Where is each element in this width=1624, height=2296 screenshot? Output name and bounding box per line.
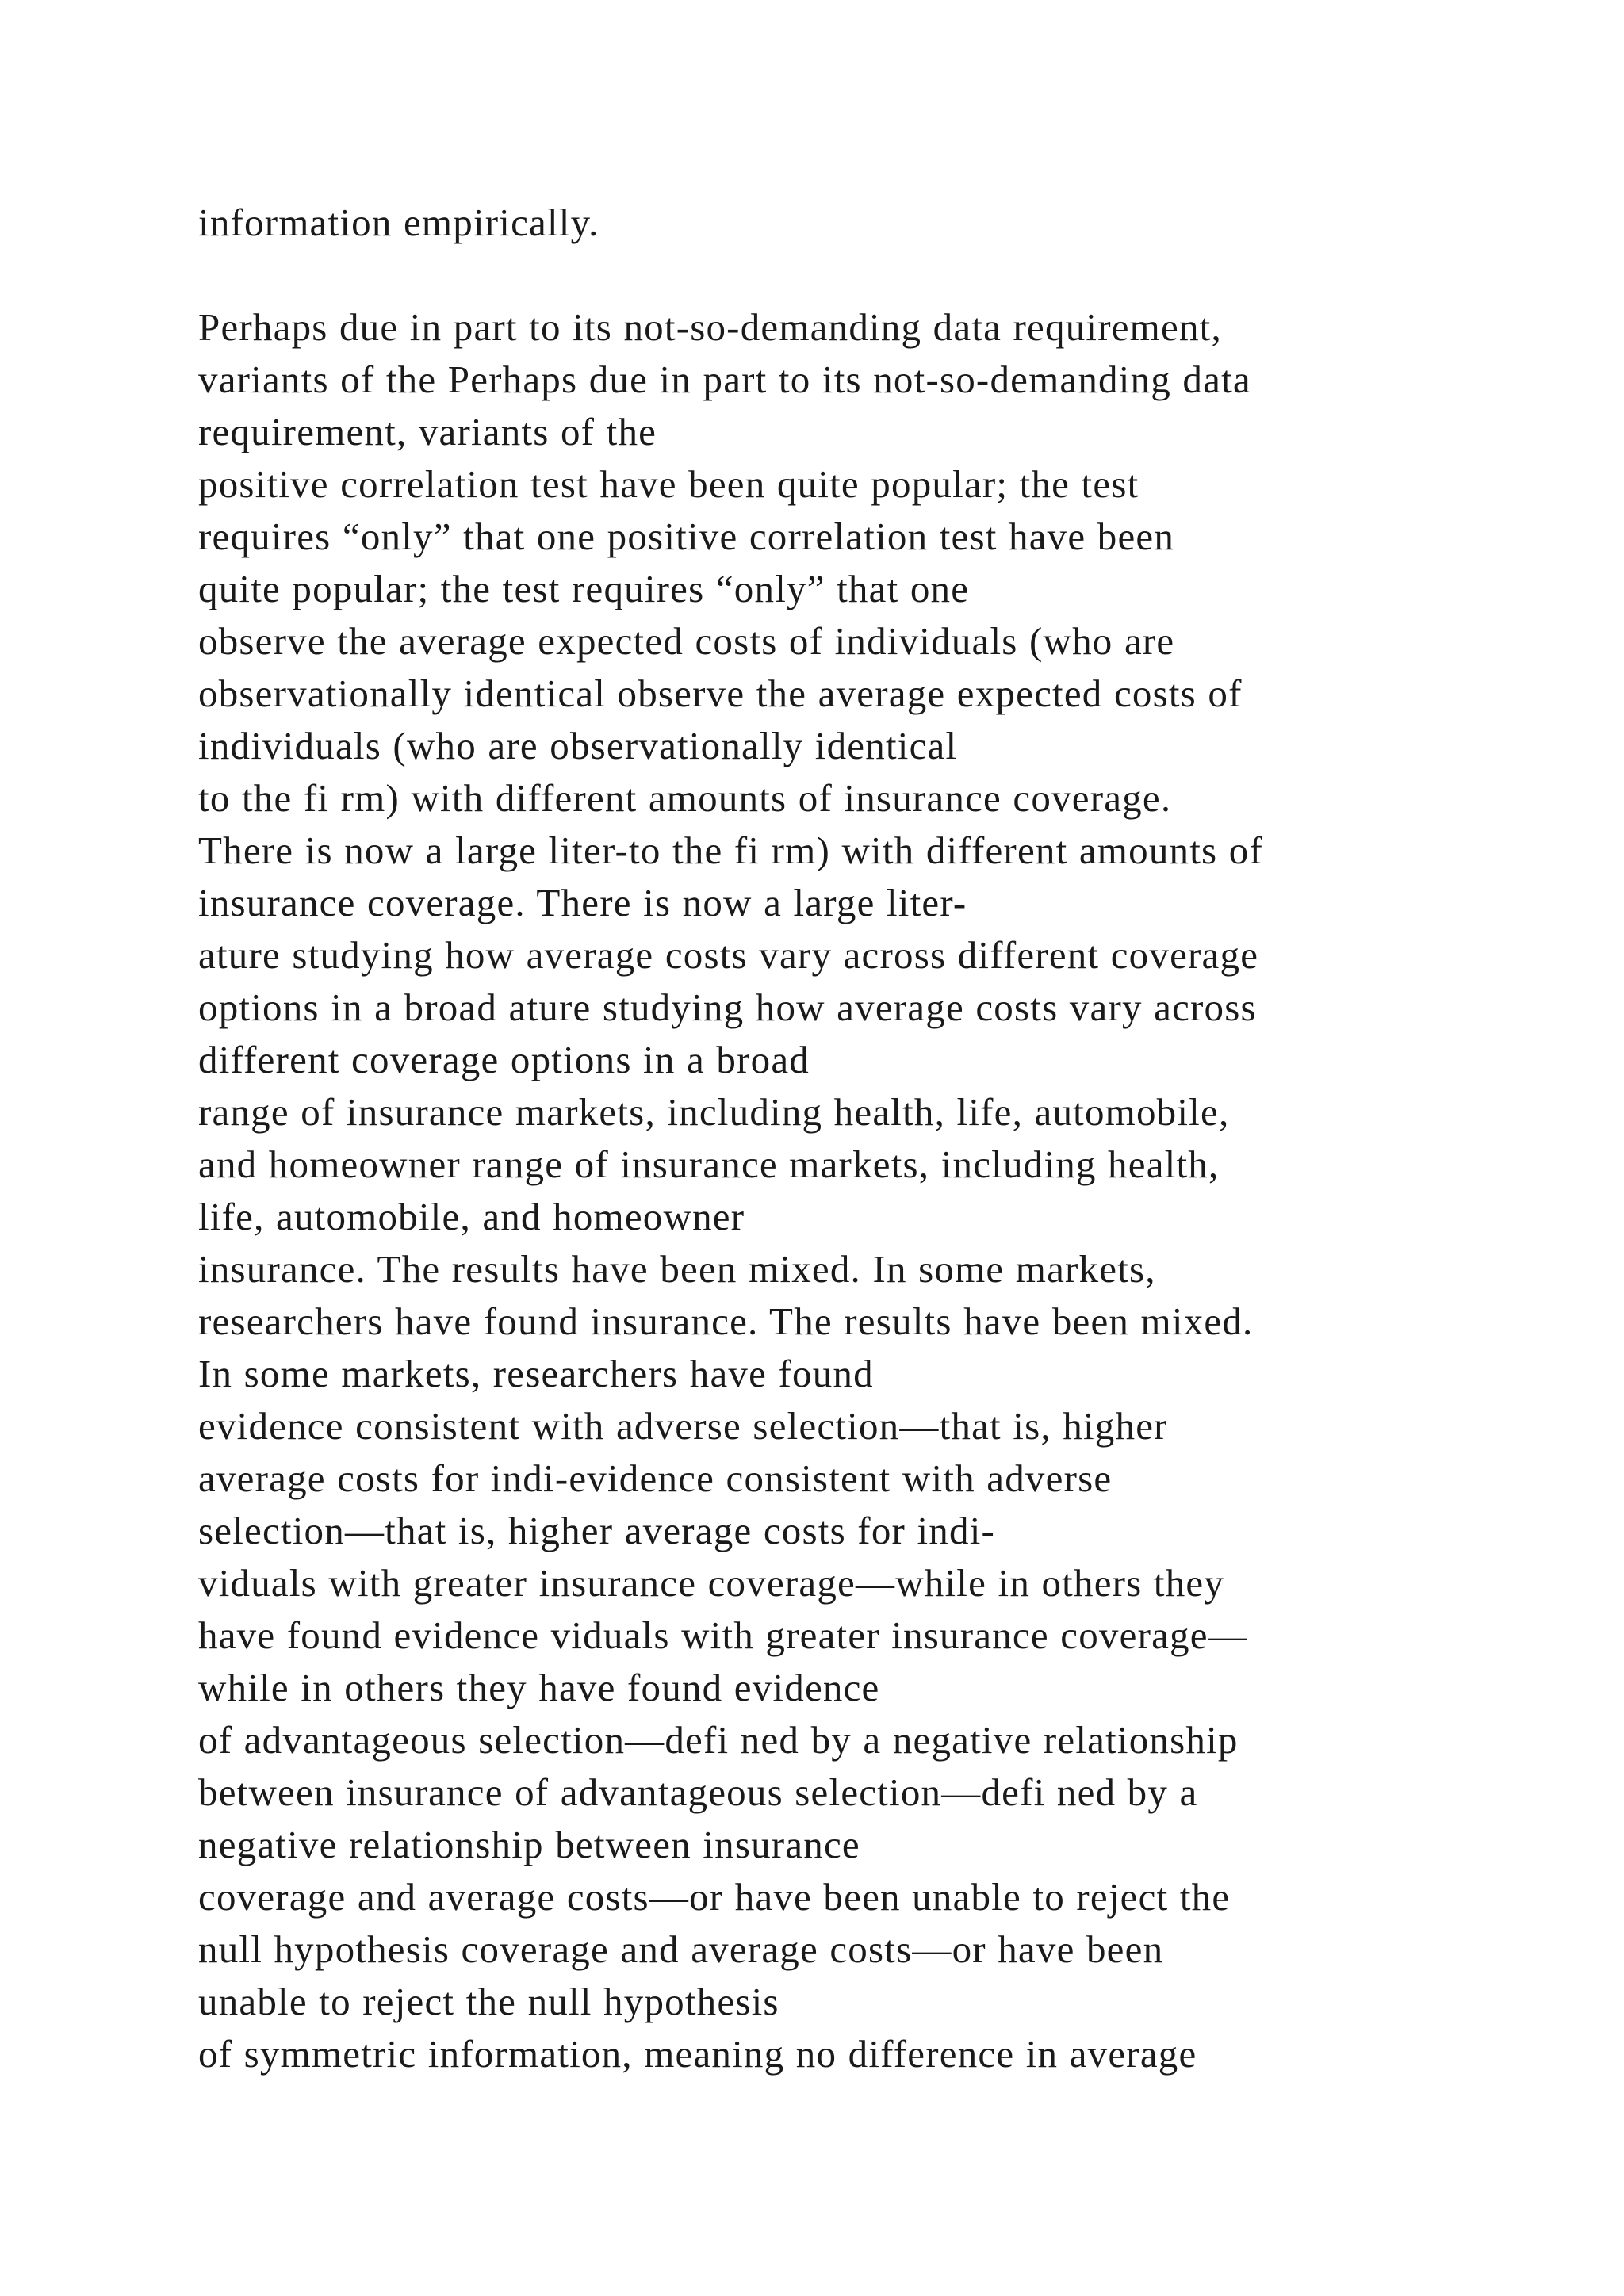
body-text [198,197,1562,2080]
text-line: information empirically. [198,201,599,244]
text-line: negative relationship between insurance [198,1823,860,1866]
text-line: researchers have found insurance. The results have been mixed. [198,1299,1254,1343]
text-line: insurance coverage. There is now a large liter- [198,881,967,924]
text-line: and homeowner range of insurance markets, including health, [198,1142,1220,1186]
text-line: between insurance of advantageous selection—defi ned by a [198,1770,1198,1814]
text-line: null hypothesis coverage and average costs—or have been [198,1927,1164,1971]
text-line: while in others they have found evidence [198,1666,880,1709]
text-line: There is now a large liter-to the fi rm) with different amounts of [198,828,1263,872]
text-line: different coverage options in a broad [198,1038,810,1081]
text-line: options in a broad ature studying how average costs vary across [198,985,1257,1029]
text-line: ature studying how average costs vary across different coverage [198,933,1259,977]
text-line: of advantageous selection—defi ned by a negative relationship [198,1718,1239,1762]
text-line: average costs for indi-evidence consistent with adverse [198,1456,1113,1500]
text-line: individuals (who are observationally identical [198,724,958,767]
text-line: of symmetric information, meaning no difference in average [198,2032,1197,2076]
text-line: selection—that is, higher average costs for indi- [198,1509,996,1552]
text-line: positive correlation test have been quite popular; the test [198,462,1139,506]
text-line: unable to reject the null hypothesis [198,1980,779,2023]
text-line: In some markets, researchers have found [198,1352,874,1395]
text-line: variants of the Perhaps due in part to its not-so-demanding data [198,358,1251,401]
text-line: insurance. The results have been mixed. In some markets, [198,1247,1156,1291]
text-line: have found evidence viduals with greater insurance coverage— [198,1613,1248,1657]
text-line: viduals with greater insurance coverage—while in others they [198,1561,1225,1605]
text-line: Perhaps due in part to its not-so-demanding data requirement, [198,305,1222,349]
text-line: to the fi rm) with different amounts of insurance coverage. [198,776,1172,820]
text-line: requires “only” that one positive correlation test have been [198,515,1175,558]
text-line: range of insurance markets, including health, life, automobile, [198,1090,1230,1134]
text-line: quite popular; the test requires “only” that one [198,567,970,610]
text-line: requirement, variants of the [198,410,657,453]
text-line: evidence consistent with adverse selection—that is, higher [198,1404,1168,1448]
text-line: observe the average expected costs of individuals (who are [198,619,1175,663]
blank-line [198,249,1562,301]
text-line: observationally identical observe the average expected costs of [198,672,1243,715]
text-line: coverage and average costs—or have been unable to reject the [198,1875,1231,1919]
text-line: life, automobile, and homeowner [198,1195,745,1238]
